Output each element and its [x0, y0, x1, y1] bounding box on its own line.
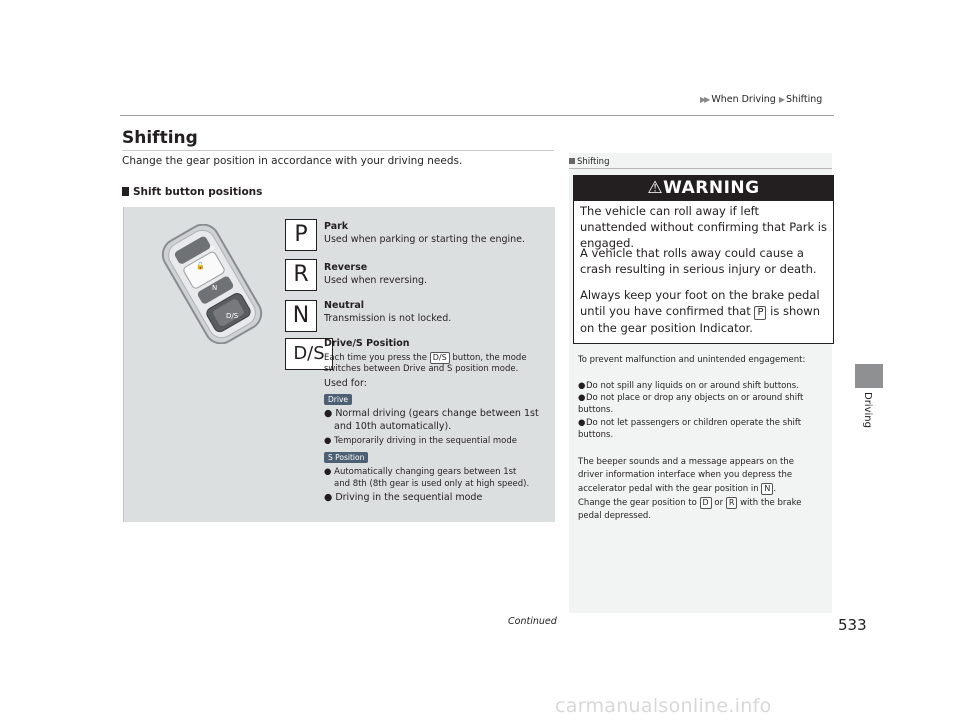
breadcrumb-item-when-driving[interactable]: When Driving [711, 94, 776, 105]
warning-header [573, 175, 834, 201]
s-bullet-1: ● Automatically changing gears between 1st [324, 467, 517, 477]
page-number: 533 [838, 616, 867, 634]
drive-s-text-line2: switches between Drive and S position mode. [324, 364, 519, 374]
sidebar-bullet-2: ●Do not place or drop any objects on or around shift [578, 393, 804, 403]
note2-text-e: with the brake [740, 498, 802, 508]
note2-text-d: Change the gear position to [578, 498, 697, 508]
breadcrumb [700, 94, 822, 105]
continued-label: Continued [508, 616, 557, 627]
reverse-symbol: R [285, 259, 317, 291]
reverse-keycap: R [726, 497, 738, 509]
reverse-text: Used when reversing. [324, 275, 428, 286]
sidebar-note-2-line1: The beeper sounds and a message appears on the [578, 457, 794, 467]
neutral-text: Transmission is not locked. [324, 313, 452, 324]
watermark: carmanualsonline.info [555, 695, 772, 717]
drive-bullet-1-cont: and 10th automatically). [334, 421, 452, 432]
sidebar-label [569, 157, 609, 167]
chapter-tab-label: Driving [862, 392, 873, 428]
title-divider [122, 150, 554, 151]
drive-bullet-2-text: Temporarily driving in the sequential mode [334, 436, 517, 446]
warning-p3-text-a: Always keep your foot on the brake pedal until you have confirmed that [580, 288, 820, 318]
warning-paragraph-2: A vehicle that rolls away could cause a crash resulting in serious injury or death. [580, 246, 817, 276]
park-title: Park [324, 221, 349, 232]
sidebar-note-2-line4 [578, 497, 828, 509]
drive-s-text-line1 [324, 352, 527, 364]
shift-console-illustration [152, 224, 272, 344]
sidebar-note-2-line3: accelerator pedal with the gear position in N . [578, 484, 777, 494]
sidebar-bullet-2-text: Do not place or drop any objects on or around shift [586, 393, 804, 403]
ds-keycap: D/S [430, 352, 450, 364]
breadcrumb-item-shifting[interactable]: Shifting [785, 94, 823, 105]
sidebar-note-2-line5: pedal depressed. [578, 511, 652, 521]
shifter-n-label: N [212, 284, 218, 292]
breadcrumb-arrow-icon: ▶▶ [700, 95, 709, 104]
neutral-symbol: N [285, 300, 317, 332]
drive-bullet-1: ● Normal driving (gears change between 1st [324, 408, 539, 419]
note-icon [569, 158, 575, 164]
sidebar-label-text: Shifting [577, 157, 610, 167]
lock-icon: 🔓 [196, 262, 205, 270]
s-position-tag: S Position [324, 452, 368, 463]
drive-keycap: D [700, 497, 712, 509]
note2-text-c: accelerator pedal with the gear position in [578, 484, 759, 494]
warning-paragraph-3 [580, 287, 828, 336]
drive-bullet-2: ● Temporarily driving in the sequential mode [324, 436, 517, 446]
sidebar-note-1: To prevent malfunction and unintended engagement: [578, 355, 806, 365]
sidebar-bullet-3: ●Do not let passengers or children operate the shift [578, 418, 802, 428]
warning-p3-text-b: is shown on the gear position Indicator. [580, 304, 820, 335]
page-title: Shifting [122, 128, 198, 148]
sidebar-divider [569, 168, 832, 169]
drive-tag: Drive [324, 394, 352, 405]
sidebar-note-2-line2: driver information interface when you depress the [578, 470, 793, 480]
ds-text-1b: button, the mode [452, 353, 527, 363]
sidebar-bullet-2-cont: buttons. [578, 405, 614, 415]
section-heading-text: Shift button positions [133, 186, 263, 198]
neutral-keycap: N [761, 483, 773, 495]
park-text: Used when parking or starting the engine. [324, 234, 526, 245]
sidebar-bullet-3-text: Do not let passengers or children operate the shift [586, 418, 802, 428]
warning-title: WARNING [663, 178, 760, 198]
sidebar-bullet-1: ●Do not spill any liquids on or around shift buttons. [578, 381, 799, 391]
section-heading [122, 186, 262, 198]
s-bullet-2: ● Driving in the sequential mode [324, 492, 483, 503]
reverse-title: Reverse [324, 262, 368, 273]
note2-or: or [714, 498, 724, 508]
s-bullet-1-cont: and 8th (8th gear is used only at high speed). [334, 479, 530, 489]
intro-text: Change the gear position in accordance with your driving needs. [122, 155, 463, 167]
drive-bullet-1-text: Normal driving (gears change between 1st [335, 408, 539, 419]
heading-square-icon [122, 187, 129, 196]
shifter-ds-label: D/S [226, 312, 239, 320]
header-divider [120, 115, 834, 116]
park-keycap: P [754, 306, 766, 320]
ds-text-1a: Each time you press the [324, 353, 428, 363]
warning-paragraph-1: The vehicle can roll away if left unattended without confirming that Park is engaged. [580, 204, 827, 250]
drive-s-symbol: D/S [285, 338, 333, 370]
breadcrumb-arrow-icon: ▶ [778, 95, 783, 104]
shifter-p-label: P [210, 245, 215, 253]
sidebar-bullet-3-cont: buttons. [578, 430, 614, 440]
used-for-label: Used for: [324, 378, 367, 389]
sidebar-bullet-1-text: Do not spill any liquids on or around shift buttons. [586, 381, 799, 391]
chapter-tab[interactable] [855, 364, 883, 388]
park-symbol: P [285, 219, 317, 251]
drive-s-title: Drive/S Position [324, 338, 410, 349]
s-bullet-1-text: Automatically changing gears between 1st [334, 467, 517, 477]
warning-triangle-icon: ⚠ [647, 178, 664, 198]
neutral-title: Neutral [324, 300, 365, 311]
s-bullet-2-text: Driving in the sequential mode [335, 492, 483, 503]
